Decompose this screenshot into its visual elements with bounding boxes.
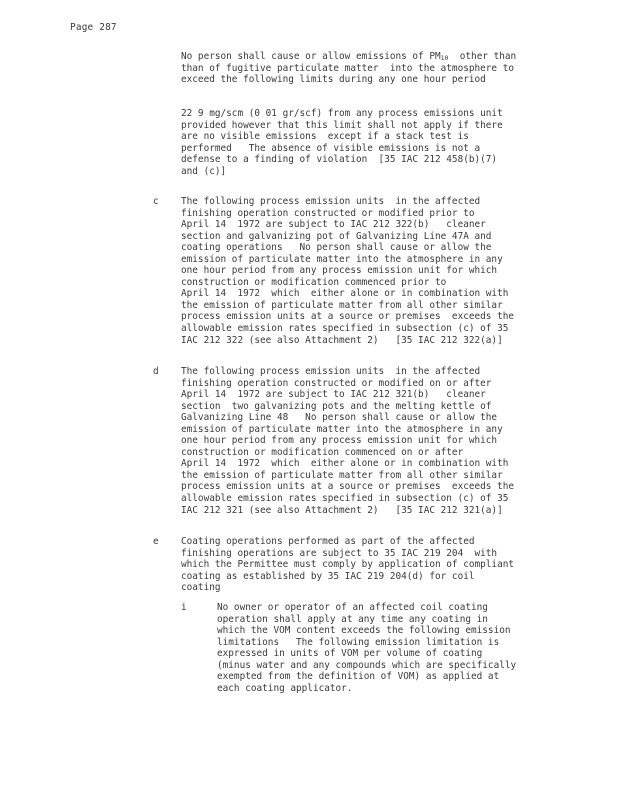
item-c-line: emission of particulate matter into the atmosphere in any [181,253,503,265]
item-d-paragraph [181,366,543,516]
item-e-line: coating as established by 35 IAC 219 204(d) for coil [181,570,475,582]
item-e-line: finishing operations are subject to 35 IAC 219 204 with [181,547,498,559]
item-c-line: the emission of particulate matter from all other similar [181,299,503,311]
item-d-line: The following process emission units in the affected [181,366,481,377]
limit-line: 22 9 mg/scm (0 01 gr/scf) from any process emissions unit [181,108,503,119]
item-d-line: April 14 1972 are subject to IAC 212 321(b) cleaner [181,389,486,401]
item-d-line: April 14 1972 which either alone or in combination with [181,458,509,470]
limit-line: defense to a finding of violation [35 IAC 212 458(b)(7) [181,154,498,166]
limit-line: performed The absence of visible emissions is not a [181,142,481,154]
item-e-i-line: exempted from the definition of VOM) as applied at [217,671,500,683]
limit-line: are no visible emissions except if a stack test is [181,131,469,143]
item-c-line: process emission units at a source or premises exceeds the [181,311,515,323]
item-d-line: IAC 212 321 (see also Attachment 2) [35 IAC 212 321(a)] [181,504,503,516]
item-c-line: finishing operation constructed or modified prior to [181,207,475,219]
item-d-line: finishing operation constructed or modified on or after [181,377,492,389]
limit-paragraph [181,108,543,177]
item-e-i-line: No owner or operator of an affected coil coating [217,602,488,613]
item-e-i-line: each coating applicator. [217,682,353,694]
item-e-i-paragraph [217,602,547,694]
item-c-line: The following process emission units in the affected [181,196,481,207]
item-d-line: section two galvanizing pots and the melting kettle of [181,400,492,412]
item-c-label: c [153,196,159,207]
intro-line-2: than of fugitive particulate matter into the atmosphere to [181,62,515,74]
item-e-line: which the Permittee must comply by application of compliant [181,559,515,571]
item-e-i-line: (minus water and any compounds which are specifically [217,659,517,671]
item-d-line: one hour period from any process emission unit for which [181,435,498,447]
intro-line-1 [181,51,543,63]
item-e-i-line: which the VOM content exceeds the following emission [217,625,511,637]
item-c-line: IAC 212 322 (see also Attachment 2) [35 IAC 212 322(a)] [181,334,503,346]
item-c-line: April 14 1972 are subject to IAC 212 322(b) cleaner [181,219,486,231]
item-e-label: e [153,536,159,547]
intro-line-1-text: No person shall cause or allow emissions of PM [181,51,441,62]
item-e-i-label: i [181,602,187,613]
limit-line: provided however that this limit shall not apply if there [181,119,503,131]
item-e-i-line: expressed in units of VOM per volume of coating [217,648,483,660]
intro-paragraph [181,51,543,86]
limit-line: and (c)] [181,165,227,177]
item-c-line: construction or modification commenced prior to [181,276,447,288]
pm-subscript: 10 [440,54,449,62]
item-e-paragraph [181,536,543,594]
item-e-i-line: operation shall apply at any time any coating in [217,613,488,625]
item-c-line: April 14 1972 which either alone or in combination with [181,288,509,300]
item-c-line: section and galvanizing pot of Galvanizing Line 47A and [181,230,492,242]
item-d-line: allowable emission rates specified in subsection (c) of 35 [181,493,509,505]
item-d-line: construction or modification commenced on or after [181,446,464,458]
item-d-line: the emission of particulate matter from all other similar [181,469,503,481]
page-number: Page 287 [70,22,117,33]
item-c-line: allowable emission rates specified in subsection (c) of 35 [181,323,509,335]
item-d-line: process emission units at a source or premises exceeds the [181,481,515,493]
intro-line-3: exceed the following limits during any one hour period [181,74,486,86]
item-c-paragraph [181,196,543,346]
item-e-line: coating [181,582,221,594]
item-c-line: one hour period from any process emission unit for which [181,265,498,277]
item-e-line: Coating operations performed as part of the affected [181,536,475,547]
intro-line-1-tail: other than [448,51,517,62]
item-d-line: emission of particulate matter into the atmosphere in any [181,423,503,435]
item-c-line: coating operations No person shall cause or allow the [181,242,492,254]
item-d-label: d [153,366,159,377]
item-d-line: Galvanizing Line 48 No person shall cause or allow the [181,412,498,424]
item-e-i-line: limitations The following emission limitation is [217,636,500,648]
